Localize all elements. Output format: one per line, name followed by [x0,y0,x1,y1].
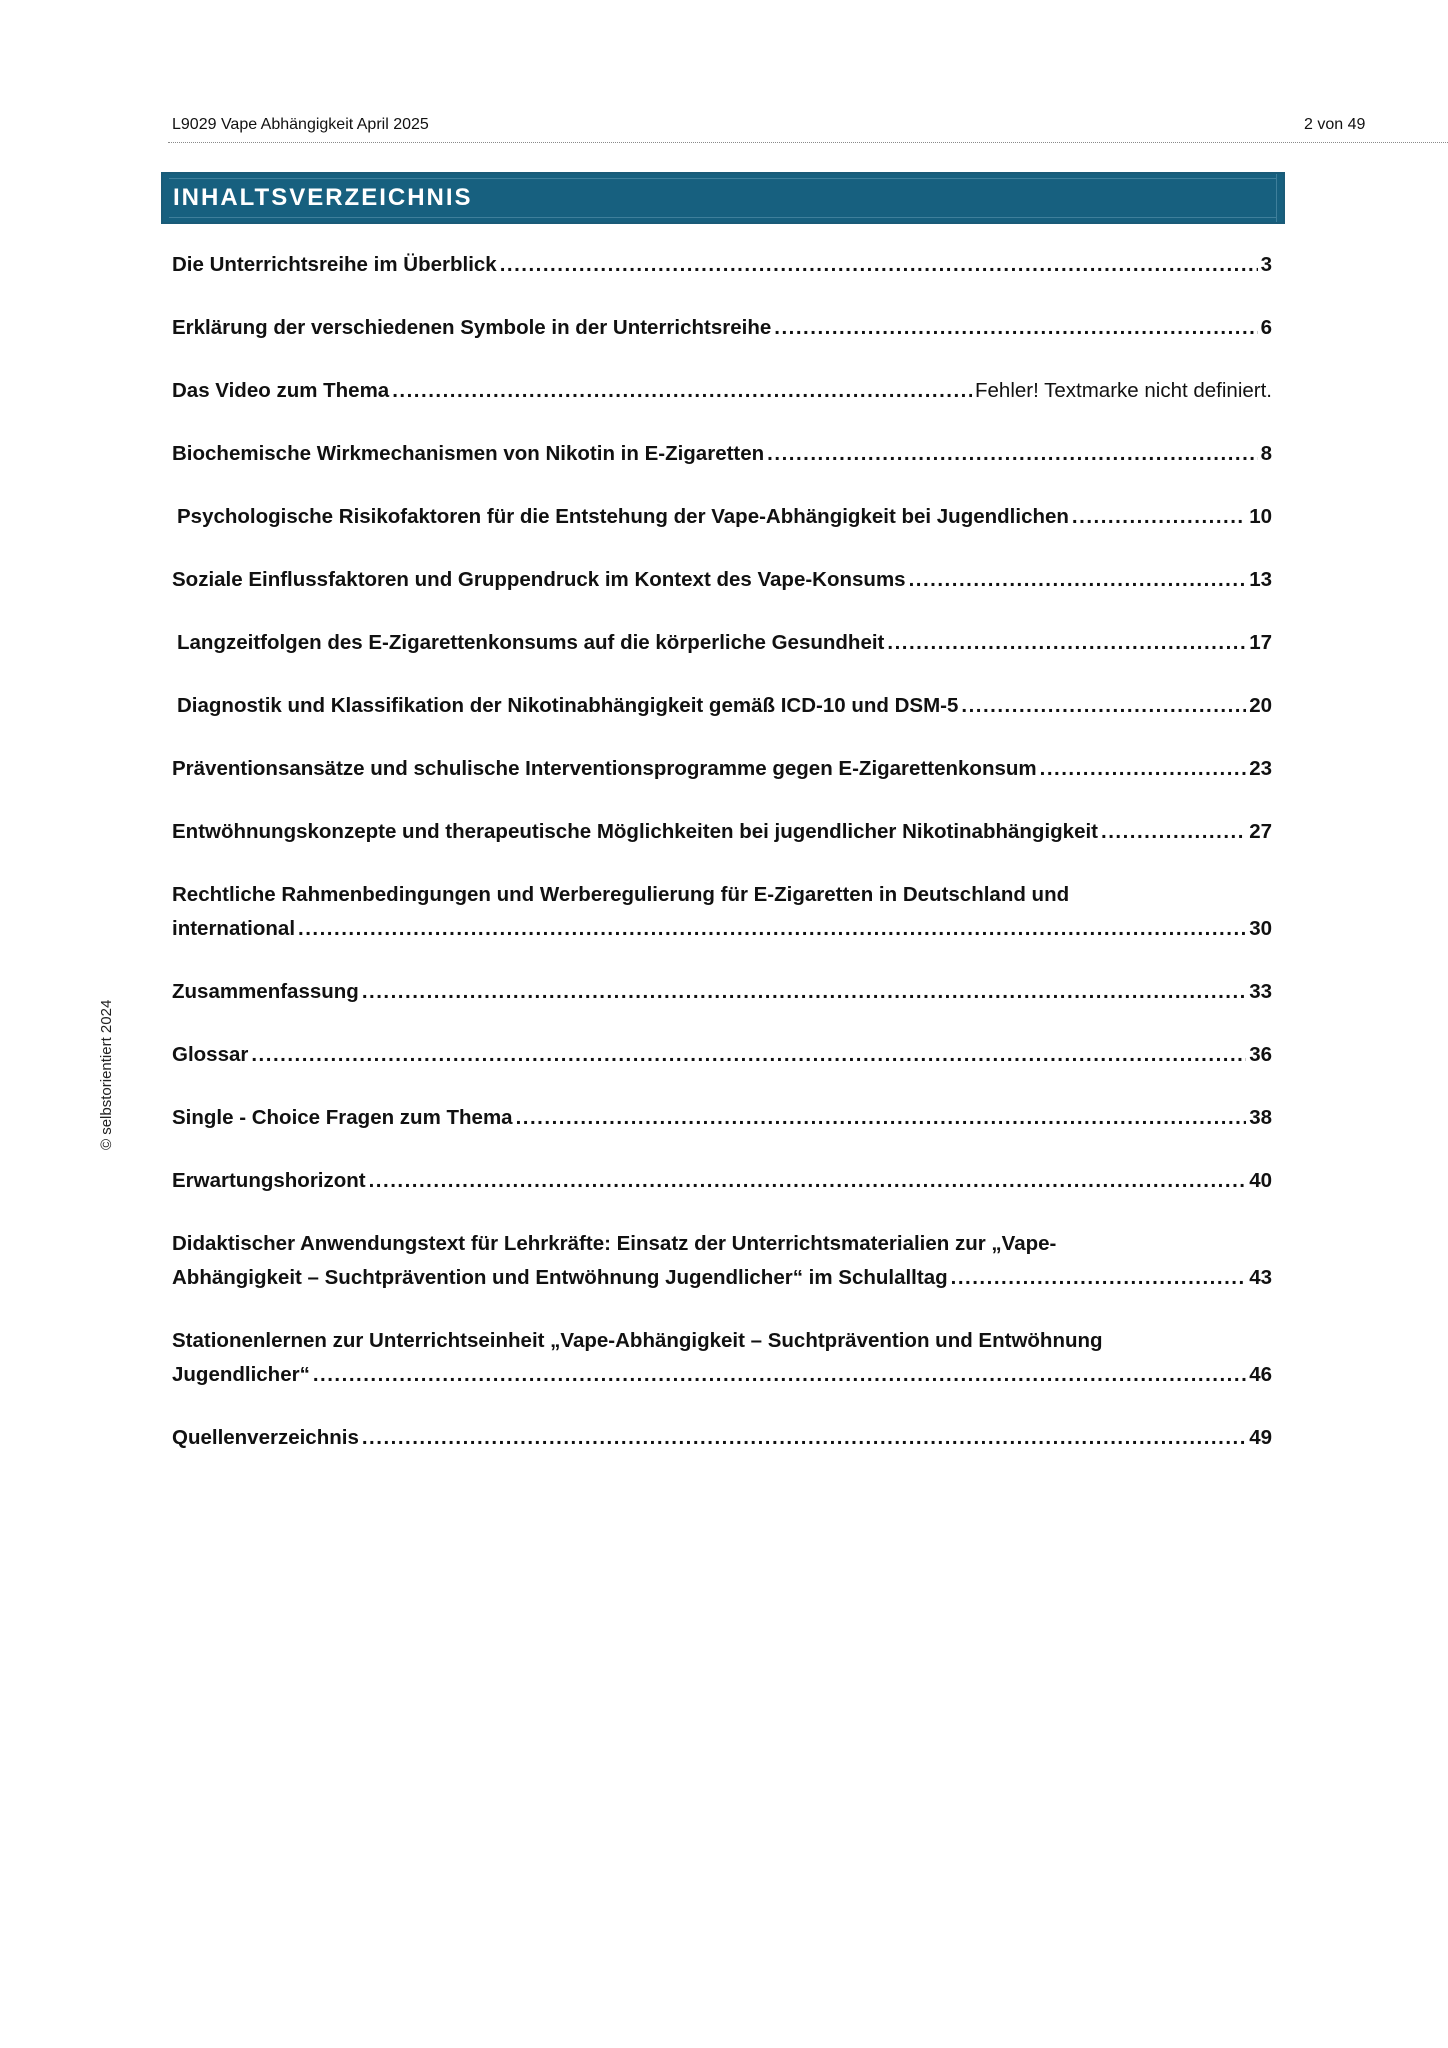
toc-entry-langzeitfolgen[interactable] [172,626,1272,660]
toc-entry-page: 6 [1260,316,1272,339]
dot-leader [313,1358,1246,1392]
toc-entry-title: Die Unterrichtsreihe im Überblick [172,253,497,276]
toc-entry-page: 10 [1249,505,1272,528]
dot-leader [298,912,1246,946]
dot-leader [951,1261,1247,1295]
toc-entry-diagnostik[interactable] [172,689,1272,723]
toc-entry-symbole[interactable] [172,311,1272,345]
dot-leader [392,374,972,408]
toc-entry-page: 17 [1249,631,1272,654]
toc-entry-page: 43 [1249,1266,1272,1289]
dot-leader [1101,815,1246,849]
toc-entry-title: Zusammenfassung [172,980,359,1003]
toc-entry-quellen[interactable] [172,1421,1272,1455]
toc-entry-title: Soziale Einflussfaktoren und Gruppendruck im Kontext des Vape-Konsums [172,568,906,591]
toc-entry-title: Das Video zum Thema [172,379,390,402]
dot-leader [961,689,1246,723]
toc-entry-title: Psychologische Risikofaktoren für die Entstehung der Vape-Abhängigkeit bei Jugendlichen [177,505,1069,528]
toc-entry-page: 36 [1249,1043,1272,1066]
toc-entry-page-error: Fehler! Textmarke nicht definiert. [975,379,1272,402]
toc-entry-page: 20 [1249,694,1272,717]
toc-entry-page: 40 [1249,1169,1272,1192]
toc-entry-title: Single - Choice Fragen zum Thema [172,1106,513,1129]
dot-leader [909,563,1247,597]
toc-entry-entwoehnung[interactable] [172,815,1272,849]
toc-entry-title: Biochemische Wirkmechanismen von Nikotin in E-Zigaretten [172,442,765,465]
dot-leader [362,975,1246,1009]
toc-entry-didaktik[interactable] [172,1227,1272,1295]
toc-entry-page: 27 [1249,820,1272,843]
toc-entry-page: 30 [1249,917,1272,940]
toc-entry-title-line1: Didaktischer Anwendungstext für Lehrkräfte: Einsatz der Unterrichtsmaterialien zur „Vape- [172,1232,1057,1255]
dot-leader [1040,752,1247,786]
toc-entry-title-line2: Jugendlicher“ [172,1363,310,1386]
toc-entry-soziales[interactable] [172,563,1272,597]
toc-entry-title: Präventionsansätze und schulische Interventionsprogramme gegen E-Zigarettenkonsum [172,757,1037,780]
toc-entry-title: Entwöhnungskonzepte und therapeutische Möglichkeiten bei jugendlicher Nikotinabhängigkeit [172,820,1098,843]
toc-entry-title: Erklärung der verschiedenen Symbole in der Unterrichtsreihe [172,316,772,339]
toc-entry-title: Quellenverzeichnis [172,1426,359,1449]
dot-leader [362,1421,1246,1455]
dot-leader [369,1164,1247,1198]
toc-entry-ueberblick[interactable] [172,248,1272,282]
running-header [168,114,1448,143]
toc-heading-band [161,172,1285,224]
toc-entry-zusammenfassung[interactable] [172,975,1272,1009]
toc-entry-page: 49 [1249,1426,1272,1449]
document-title: L9029 Vape Abhängigkeit April 2025 [172,116,429,133]
toc-entry-title: Erwartungshorizont [172,1169,366,1192]
toc-entry-title-line2: international [172,917,296,940]
copyright-note: © selbstorientiert 2024 [98,999,115,1150]
toc-entry-title-line2: Abhängigkeit – Suchtprävention und Entwöhnung Jugendlicher“ im Schulalltag [172,1266,948,1289]
toc-entry-title-line1: Rechtliche Rahmenbedingungen und Werberegulierung für E-Zigaretten in Deutschland und [172,883,1070,906]
dot-leader [1072,500,1246,534]
dot-leader [500,248,1258,282]
toc-entry-page: 23 [1249,757,1272,780]
toc-entry-title: Glossar [172,1043,249,1066]
toc-entry-page: 8 [1260,442,1272,465]
toc-entry-psychologie[interactable] [172,500,1272,534]
toc-entry-praevention[interactable] [172,752,1272,786]
dot-leader [774,311,1257,345]
toc-entry-page: 38 [1249,1106,1272,1129]
dot-leader [516,1101,1247,1135]
toc-entry-biochemie[interactable] [172,437,1272,471]
toc-entry-page: 33 [1249,980,1272,1003]
toc-entry-page: 46 [1249,1363,1272,1386]
toc-entry-erwartungshorizont[interactable] [172,1164,1272,1198]
toc-heading: INHALTSVERZEICHNIS [173,184,473,211]
dot-leader [887,626,1246,660]
toc-entry-page: 13 [1249,568,1272,591]
table-of-contents [172,248,1272,1484]
toc-entry-title: Langzeitfolgen des E-Zigarettenkonsums auf die körperliche Gesundheit [177,631,885,654]
toc-entry-glossar[interactable] [172,1038,1272,1072]
toc-entry-rechtliches[interactable] [172,878,1272,946]
page-indicator: 2 von 49 [1304,116,1366,133]
toc-entry-page: 3 [1260,253,1272,276]
dot-leader [251,1038,1246,1072]
toc-entry-title: Diagnostik und Klassifikation der Nikotinabhängigkeit gemäß ICD-10 und DSM-5 [177,694,959,717]
dot-leader [767,437,1257,471]
toc-entry-stationenlernen[interactable] [172,1324,1272,1392]
toc-entry-video[interactable] [172,374,1272,408]
toc-entry-single-choice[interactable] [172,1101,1272,1135]
toc-entry-title-line1: Stationenlernen zur Unterrichtseinheit „Vape-Abhängigkeit – Suchtprävention und Entwöhnung [172,1329,1103,1352]
